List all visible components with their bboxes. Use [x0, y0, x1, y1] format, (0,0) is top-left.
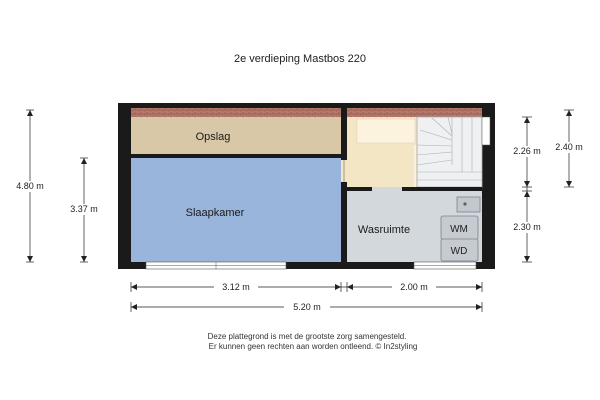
dim-right-lower: 2.30 m [513, 222, 541, 232]
roof-tiles [131, 108, 341, 117]
plan-title: 2e verdieping Mastbos 220 [233, 53, 367, 65]
wm-label: WM [450, 224, 468, 235]
dim-right-upper: 2.26 m [513, 146, 541, 156]
sink [457, 197, 480, 212]
dimension-right-outer [547, 110, 591, 187]
dim-left-total: 4.80 m [16, 181, 44, 191]
window-bedroom [146, 262, 286, 269]
window-wasruimte [414, 262, 476, 269]
washing-machine [441, 216, 478, 240]
dimension-left-total [10, 110, 52, 262]
stairs [417, 117, 482, 187]
wasruimte-top-wall [347, 187, 482, 191]
dim-bottom-left: 3.12 m [222, 282, 250, 292]
dimension-right-segments [505, 117, 549, 262]
interior-wall-horizontal [131, 154, 341, 158]
dimension-bottom-segments [131, 281, 482, 292]
wd-label: WD [450, 246, 468, 257]
dim-right-outer: 2.40 m [555, 142, 583, 152]
disclaimer-line-1: Deze plattegrond is met de grootste zorg samengesteld. [207, 332, 407, 341]
wasruimte-door-gap [372, 187, 402, 191]
opslag-label: Opslag [195, 131, 231, 143]
dimension-bottom-total [131, 301, 482, 312]
dimension-left-inner [63, 158, 105, 262]
dryer [441, 239, 478, 261]
landing-light-area [357, 119, 415, 143]
roof-tiles-right [347, 108, 482, 117]
dim-bottom-total: 5.20 m [293, 302, 321, 312]
slaapkamer-label: Slaapkamer [185, 207, 245, 219]
dim-left-inner: 3.37 m [70, 204, 98, 214]
wasruimte-label: Wasruimte [357, 224, 411, 236]
window-stair [482, 117, 490, 145]
dim-bottom-right: 2.00 m [400, 282, 428, 292]
opslag-room [131, 117, 341, 154]
interior-wall-vertical [341, 117, 347, 262]
disclaimer-line-2: Er kunnen geen rechten aan worden ontleend. © In2styling [208, 342, 418, 351]
